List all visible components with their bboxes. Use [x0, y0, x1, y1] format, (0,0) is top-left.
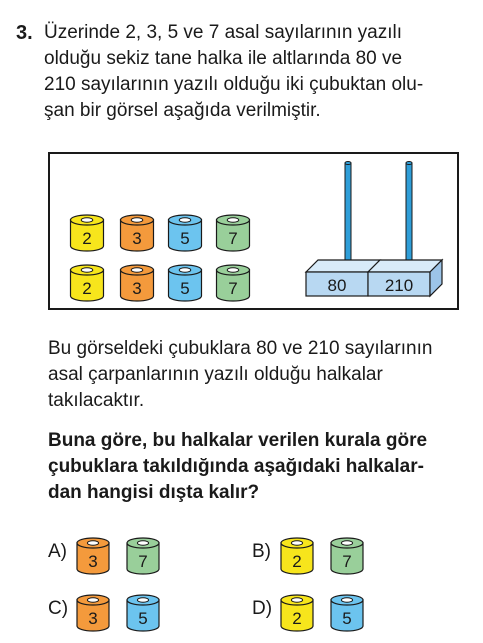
question-line: olduğu sekiz tane halka ile altlarında 80 ve [44, 48, 403, 69]
ring-3 [121, 265, 154, 301]
option-c[interactable] [48, 592, 208, 632]
ring-7 [331, 538, 363, 574]
option-rings [48, 592, 208, 632]
option-d[interactable] [252, 592, 412, 632]
option-rings [252, 592, 412, 632]
bold-line: çubuklara takıldığında aşağıdaki halkalar- [48, 456, 424, 477]
option-label: D) [252, 598, 273, 619]
info-paragraph [48, 336, 473, 414]
ring-number: 5 [180, 279, 190, 298]
option-rings [48, 535, 208, 575]
ring-5 [169, 215, 202, 251]
ring-number: 3 [132, 279, 142, 298]
option-rings [252, 535, 412, 575]
ring-5 [169, 265, 202, 301]
bold-question [48, 428, 473, 506]
bold-line: dan hangisi dışta kalır? [48, 482, 260, 503]
paragraph-line: takılacaktır. [48, 390, 145, 411]
ring-number: 5 [342, 609, 352, 628]
ring-3 [121, 215, 154, 251]
ring-3 [77, 538, 109, 574]
question-line: 210 sayılarının yazılı olduğu iki çubuktan olu- [44, 74, 424, 95]
ring-number: 3 [88, 552, 98, 571]
ring-number: 2 [292, 609, 302, 628]
ring-number: 2 [292, 552, 302, 571]
ring-7 [217, 215, 250, 251]
figure-box [48, 152, 459, 310]
ring-number: 7 [342, 552, 352, 571]
option-a[interactable] [48, 535, 208, 575]
question-line: şan bir görsel aşağıda verilmiştir. [44, 100, 321, 121]
question-line: Üzerinde 2, 3, 5 ve 7 asal sayılarının yazılı [44, 22, 403, 43]
ring-7 [127, 538, 159, 574]
ring-7 [217, 265, 250, 301]
rod [345, 162, 351, 274]
ring-2 [281, 538, 313, 574]
option-label: A) [48, 541, 67, 562]
ring-number: 3 [88, 609, 98, 628]
ring-2 [281, 595, 313, 631]
ring-number: 7 [228, 279, 238, 298]
option-label: C) [48, 598, 69, 619]
base-label: 210 [384, 276, 414, 295]
option-label: B) [252, 541, 271, 562]
ring-number: 5 [138, 609, 148, 628]
ring-number: 2 [82, 229, 92, 248]
ring-number: 3 [132, 229, 142, 248]
paragraph-line: asal çarpanlarının yazılı olduğu halkalar [48, 364, 383, 385]
ring-number: 7 [138, 552, 148, 571]
ring-2 [71, 215, 104, 251]
base-box-2 [368, 260, 442, 296]
ring-number: 2 [82, 279, 92, 298]
base-label: 80 [327, 276, 347, 295]
ring-number: 7 [228, 229, 238, 248]
ring-number: 5 [180, 229, 190, 248]
question-number: 3. [16, 22, 33, 44]
ring-3 [77, 595, 109, 631]
bold-line: Buna göre, bu halkalar verilen kurala göre [48, 430, 428, 451]
ring-5 [331, 595, 363, 631]
ring-2 [71, 265, 104, 301]
paragraph-line: Bu görseldeki çubuklara 80 ve 210 sayılarının [48, 338, 433, 359]
ring-5 [127, 595, 159, 631]
rod [406, 162, 412, 274]
question-text [44, 20, 469, 124]
option-b[interactable] [252, 535, 412, 575]
figure-illustration [50, 154, 461, 312]
